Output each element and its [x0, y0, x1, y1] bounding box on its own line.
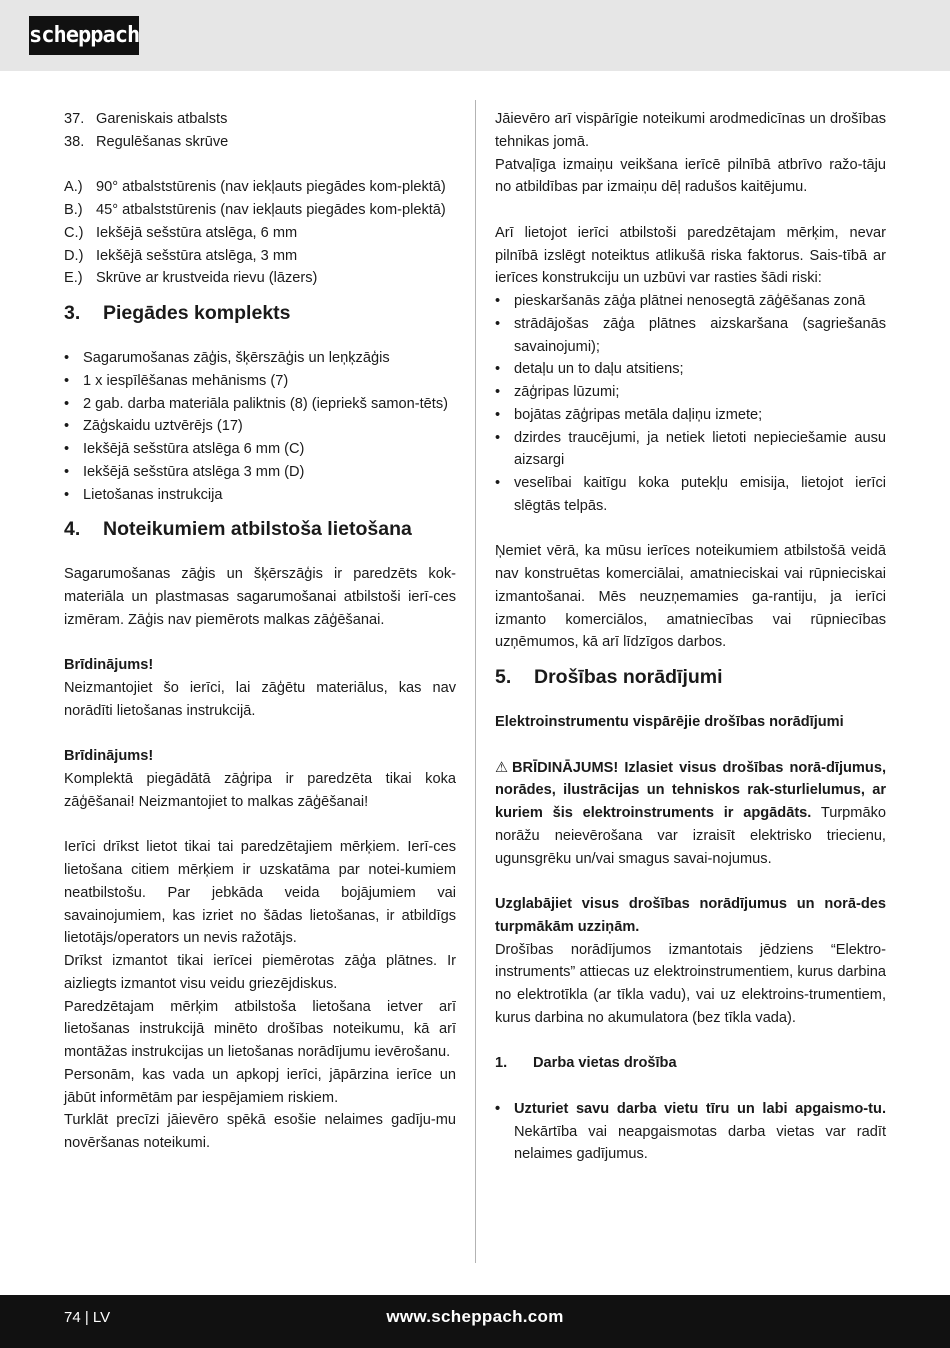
subsection-heading: 1. Darba vietas drošība	[495, 1055, 677, 1072]
warning-text: Neizmantojiet šo ierīci, lai zāģētu materiālus, kas nav norādīti lietošanas instrukcijā.	[64, 680, 456, 719]
delivery-item: • 2 gab. darba materiāla paliktnis (8) (iepriekš samon-tēts)	[64, 395, 449, 412]
page-number: 74 | LV	[64, 1309, 111, 1326]
accessory-item: E.) Skrūve ar krustveida rievu (lāzers)	[64, 270, 318, 287]
risk-item: • zāģripas lūzumi;	[495, 384, 620, 400]
accessory-item: A.) 90° atbalststūrenis (nav iekļauts piegādes kom-plektā)	[64, 179, 446, 196]
section-3-heading: 3. Piegādes komplekts	[64, 302, 291, 324]
risk-item: • pieskaršanās zāģa plātnei nenosegtā zāģēšanas zonā	[495, 293, 866, 309]
safety-subheading: Elektroinstrumentu vispārējie drošības norādījumi	[495, 714, 844, 730]
delivery-item: • 1 x iespīlēšanas mehānisms (7)	[64, 372, 289, 389]
paragraph: Ņemiet vērā, ka mūsu ierīces noteikumiem atbilstošā veidā nav konstruētas komerciālai, amatnieciskai vai rūpnieciskai izmantošanai. Mēs neuzņemamies ga-rantiju, ja ierīci izmanto komerciālos, amatniecības vai rūpniecības uzņēmumos, kā arī līdzīgos darbos.	[495, 543, 886, 651]
risk-item: • dzirdes traucējumi, ja netiek lietoti nepieciešamie ausu aizsargi	[495, 429, 886, 469]
safety-bullet: • Uzturiet savu darba vietu tīru un labi apgaismo-tu. Nekārtība vai neapgaismotas darba vietas var radīt nelaimes gadījumus.	[495, 1100, 886, 1163]
right-column	[495, 108, 886, 1166]
delivery-item: • Iekšējā sešstūra atslēga 6 mm (C)	[64, 441, 305, 457]
delivery-item: • Iekšējā sešstūra atslēga 3 mm (D)	[64, 463, 305, 480]
keep-instructions-heading: Uzglabājiet visus drošības norādījumus un norā-des turpmākām uzziņām.	[495, 896, 886, 935]
warning-title: Brīdinājums!	[64, 748, 154, 765]
paragraph: Drīkst izmantot tikai ierīcei piemērotas zāģa plātnes. Ir aizliegts izmantot visu veidu griezējdiskus.	[64, 953, 456, 992]
general-warning: ⚠ BRĪDINĀJUMS! Izlasiet visus drošības norā-dījumus, norādes, ilustrācijas un tehniskos rak-sturlielumus, ar kuriem šis elektroinstruments ir apgādāts. Turpmāko norāžu neievērošana var izraisīt elektrisko triecienu, ugunsgrēku un/vai smagus savai-nojumus.	[495, 757, 886, 871]
intended-use-intro: Sagarumošanas zāģis un šķērszāģis ir paredzēts kok-materiāla un plastmasas sagarumošanai atbilstoši ierī-ces izmēram. Zāģis nav piemērots malkas zāģēšanai.	[64, 566, 456, 628]
website-link[interactable]: www.scheppach.com	[386, 1307, 564, 1326]
accessory-item: B.) 45° atbalststūrenis (nav iekļauts piegādes kom-plektā)	[64, 202, 446, 218]
paragraph: Ierīci drīkst lietot tikai tai paredzētajiem mērķiem. Ierī-ces lietošana citiem mērķiem ir uzskatāma par notei-kumiem neatbilstošu. Par jebkāda veida bojājumiem vai savainojumiem, kas izriet no šādas lietošanas, ir atbildīgs lietotājs/operators un nevis ražotājs.	[64, 839, 456, 947]
section-5-heading: 5. Drošības norādījumi	[495, 666, 723, 688]
accessory-item: D.) Iekšējā sešstūra atslēga, 3 mm	[64, 247, 298, 264]
paragraph: Turklāt precīzi jāievēro spēkā esošie nelaimes gadīju-mu novēršanas noteikumi.	[64, 1112, 456, 1151]
risk-item: • detaļu un to daļu atsitiens;	[495, 361, 684, 378]
parts-item: 37. Gareniskais atbalsts	[64, 111, 228, 127]
risk-item: • strādājošas zāģa plātnes aizskaršana (sagriešanās savainojumi);	[495, 315, 886, 355]
paragraph: Jāievēro arī vispārīgie noteikumi arodmedicīnas un drošības tehnikas jomā.	[495, 111, 886, 150]
brand-logo: scheppach	[29, 16, 139, 55]
delivery-item: • Sagarumošanas zāģis, šķērszāģis un leņķzāģis	[64, 350, 390, 366]
page-footer	[0, 1295, 950, 1348]
paragraph: Paredzētajam mērķim atbilstoša lietošana ietver arī lietošanas instrukcijā minēto drošības noteikumu, kā arī montāžas instrukcijas un lietošanas norādījumu ievērošanu.	[64, 998, 456, 1060]
warning-triangle-icon: ⚠	[495, 759, 509, 776]
paragraph: Personām, kas vada un apkopj ierīci, jāpārzina ierīce un jābūt informētām par iespējamiem riskiem.	[64, 1066, 456, 1106]
paragraph: Drošības norādījumos izmantotais jēdziens “Elektro-instruments” attiecas uz elektroinstrumentiem, kurus darbina no elektrotīkla (ar tīkla vadu), vai uz elektroins-trumentiem, kurus darbina no akumulatora (bez tīkla vada).	[495, 941, 886, 1026]
accessory-item: C.) Iekšējā sešstūra atslēga, 6 mm	[64, 224, 298, 241]
delivery-item: • Lietošanas instrukcija	[64, 486, 223, 503]
risk-item: • bojātas zāģripas metāla daļiņu izmete;	[495, 406, 763, 423]
warning-text: Komplektā piegādātā zāģripa ir paredzēta tikai koka zāģēšanai! Neizmantojiet to malkas zāģēšanai!	[64, 771, 456, 810]
parts-item: 38. Regulēšanas skrūve	[64, 133, 229, 150]
delivery-item: • Zāģskaidu uztvērējs (17)	[64, 418, 243, 435]
section-4-heading: 4. Noteikumiem atbilstoša lietošana	[64, 518, 412, 541]
paragraph: Patvaļīga izmaiņu veikšana ierīcē pilnībā atbrīvo ražo-tāju no atbildības par izmaiņu dēļ radušos kaitējumu.	[495, 156, 886, 196]
left-column	[64, 108, 456, 1155]
risk-item: • veselībai kaitīgu koka putekļu emisija, lietojot ierīci slēgtās telpās.	[495, 475, 886, 514]
column-divider	[475, 100, 476, 1263]
page-header	[0, 0, 950, 71]
warning-title: Brīdinājums!	[64, 657, 154, 674]
paragraph: Arī lietojot ierīci atbilstoši paredzētajam mērķim, nevar pilnībā izslēgt noteiktus atlikušā riska faktorus. Sais-tībā ar ierīces konstrukciju un uzbūvi var rasties šādi riski:	[495, 224, 886, 287]
